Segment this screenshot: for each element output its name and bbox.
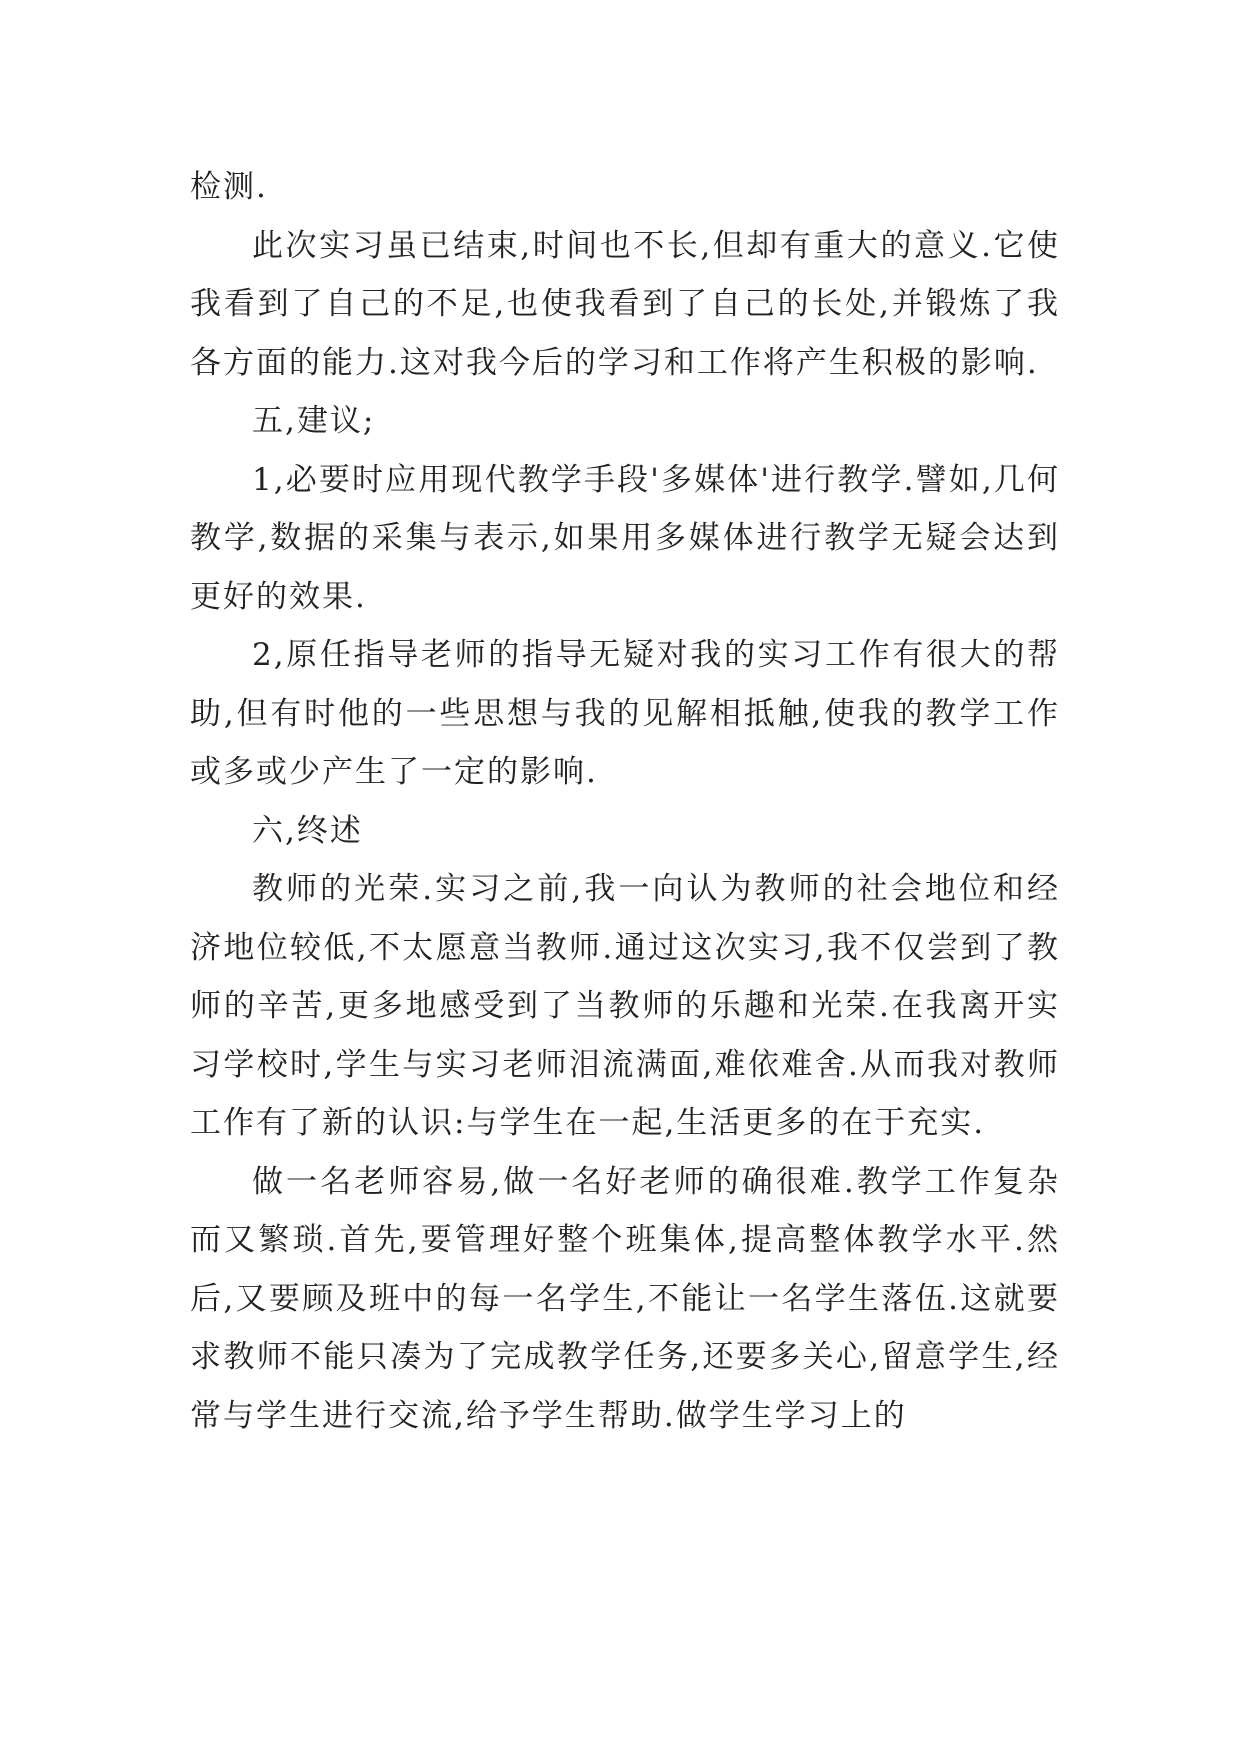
suggestion-item-1: 1,必要时应用现代教学手段'多媒体'进行教学.譬如,几何教学,数据的采集与表示,如果用多媒体进行教学无疑会达到更好的效果. bbox=[190, 461, 1060, 615]
section-heading-conclusion: 六,终述 bbox=[252, 812, 363, 849]
paragraph-teacher-honor: 教师的光荣.实习之前,我一向认为教师的社会地位和经济地位较低,不太愿意当教师.通过这次实习,我不仅尝到了教师的辛苦,更多地感受到了当教师的乐趣和光荣.在我离开实习学校时,学生与实习老师泪流满面,难依难舍.从而我对教师工作有了新的认识:与学生在一起,生活更多的在于充实. bbox=[190, 871, 1060, 1141]
section-heading-suggestions: 五,建议; bbox=[252, 403, 376, 439]
paragraph-continuation: 检测. bbox=[190, 169, 268, 205]
document-body bbox=[190, 158, 1060, 1445]
paragraph-internship-significance: 此次实习虽已结束,时间也不长,但却有重大的意义.它使我看到了自己的不足,也使我看到了自己的长处,并锻炼了我各方面的能力.这对我今后的学习和工作将产生积极的影响. bbox=[190, 227, 1060, 381]
suggestion-item-2: 2,原任指导老师的指导无疑对我的实习工作有很大的帮助,但有时他的一些思想与我的见解相抵触,使我的教学工作或多或少产生了一定的影响. bbox=[190, 637, 1060, 790]
paragraph-good-teacher: 做一名老师容易,做一名好老师的确很难.教学工作复杂而又繁琐.首先,要管理好整个班集体,提高整体教学水平.然后,又要顾及班中的每一名学生,不能让一名学生落伍.这就要求教师不能只凑为了完成教学任务,还要多关心,留意学生,经常与学生进行交流,给予学生帮助.做学生学习上的 bbox=[190, 1163, 1060, 1434]
